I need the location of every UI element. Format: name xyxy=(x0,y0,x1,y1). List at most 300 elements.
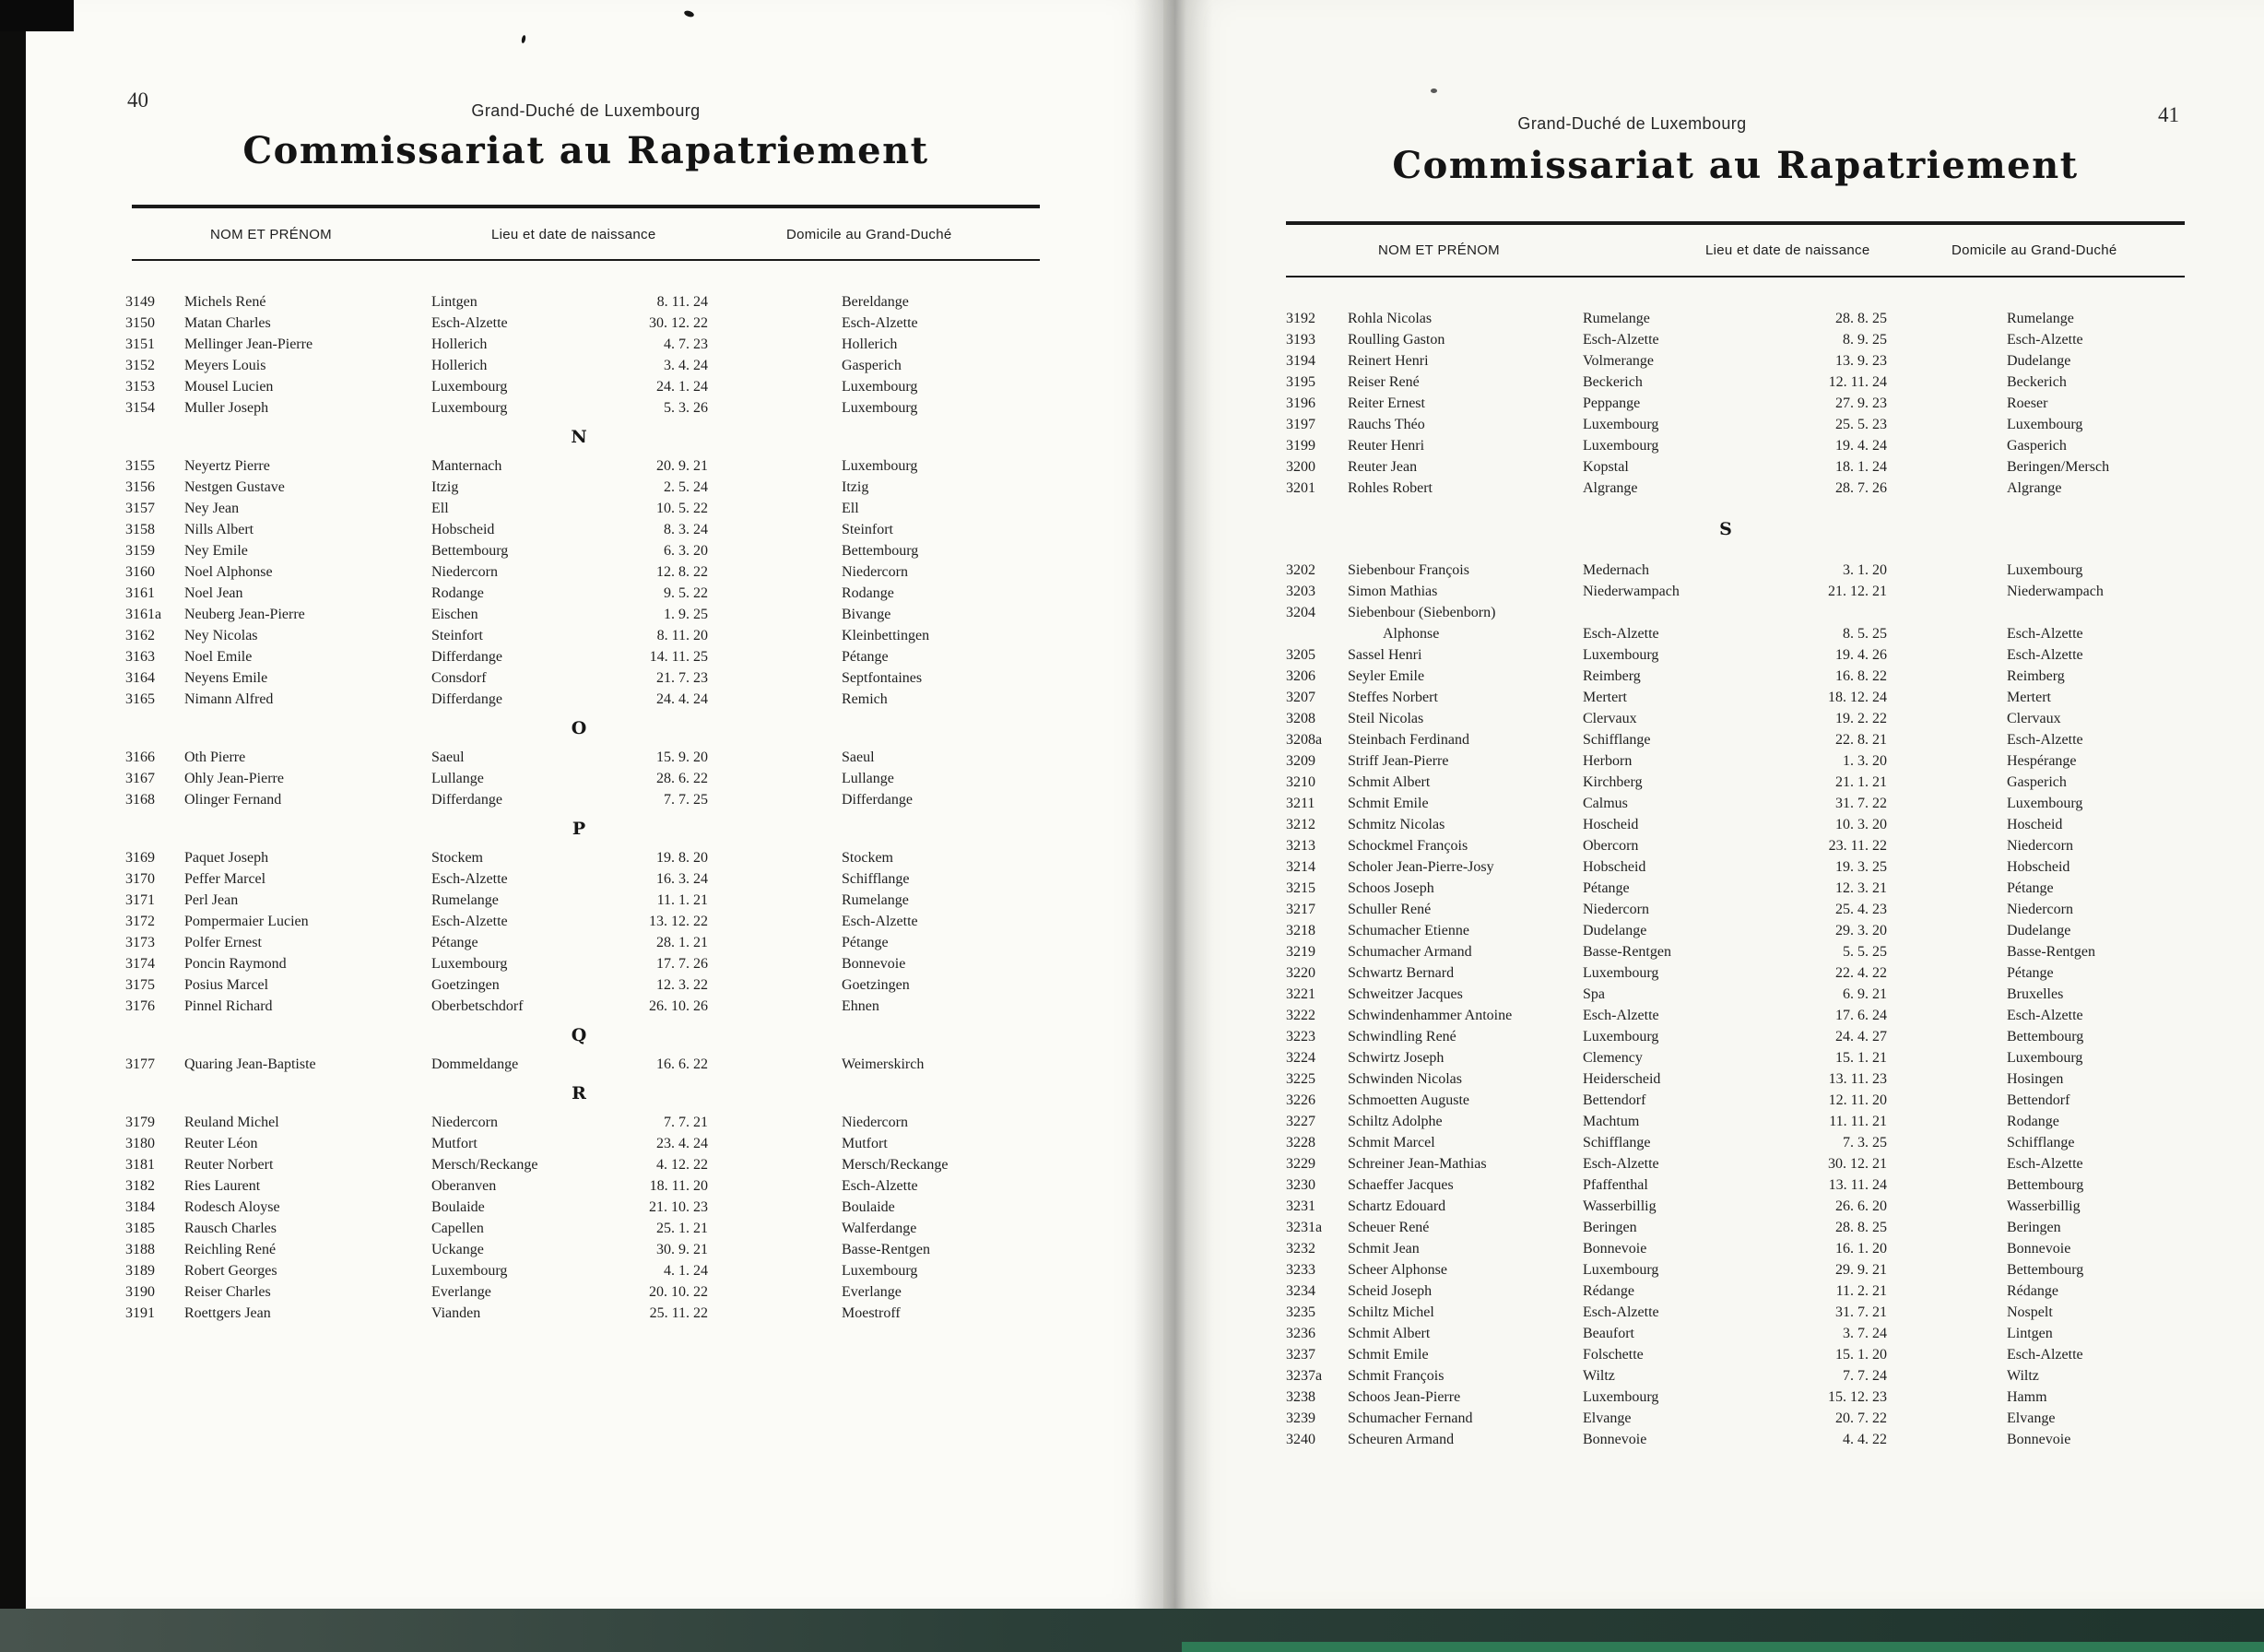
entry-id: 3231a xyxy=(1286,1220,1323,1235)
entry-name: Steffes Norbert xyxy=(1348,690,1438,705)
entry-birthdate: 25. 1. 21 xyxy=(656,1221,708,1236)
entry-domicile: Mutfort xyxy=(842,1136,888,1151)
entry-birthplace: Luxembourg xyxy=(431,400,508,416)
entry-id: 3206 xyxy=(1286,668,1315,684)
entry-id: 3165 xyxy=(125,691,155,707)
entry-name: Meyers Louis xyxy=(184,358,266,373)
entry-id: 3185 xyxy=(125,1221,155,1236)
entry-birthplace: Folschette xyxy=(1583,1347,1644,1363)
section-letter: N xyxy=(571,427,587,447)
entry-name: Schoos Joseph xyxy=(1348,880,1434,896)
entry-domicile: Septfontaines xyxy=(842,670,923,686)
entry-id: 3201 xyxy=(1286,480,1315,496)
entry-birthdate: 22. 8. 21 xyxy=(1835,732,1887,748)
entry-domicile: Bivange xyxy=(842,607,891,622)
table-row xyxy=(1163,1174,2264,1196)
entry-id: 3213 xyxy=(1286,838,1315,854)
table-row xyxy=(1163,835,2264,856)
entry-birthdate: 7. 7. 21 xyxy=(664,1115,708,1130)
entry-birthdate: 7. 7. 25 xyxy=(664,792,708,808)
entry-id: 3175 xyxy=(125,977,155,993)
entry-domicile: Bonnevoie xyxy=(2007,1432,2071,1447)
entry-id: 3162 xyxy=(125,628,155,643)
entry-domicile: Beringen/Mersch xyxy=(2007,459,2110,475)
entry-birthdate: 27. 9. 23 xyxy=(1835,395,1887,411)
entry-domicile: Schifflange xyxy=(2007,1135,2075,1150)
country-header: Grand-Duché de Luxembourg xyxy=(471,101,701,120)
entry-name: Scheid Joseph xyxy=(1348,1283,1433,1299)
entry-birthdate: 8. 11. 24 xyxy=(656,294,708,310)
entry-domicile: Bettembourg xyxy=(2007,1177,2084,1193)
entry-birthplace: Capellen xyxy=(431,1221,484,1236)
entry-id: 3153 xyxy=(125,379,155,395)
table-row xyxy=(26,953,1163,974)
entry-birthplace: Vianden xyxy=(431,1305,481,1321)
entry-name: Schockmel François xyxy=(1348,838,1468,854)
entry-birthplace: Beckerich xyxy=(1583,374,1643,390)
entry-birthdate: 16. 8. 22 xyxy=(1835,668,1887,684)
entry-domicile: Luxembourg xyxy=(2007,796,2083,811)
entry-domicile: Stockem xyxy=(842,850,893,866)
entry-id: 3170 xyxy=(125,871,155,887)
entry-birthdate: 24. 1. 24 xyxy=(656,379,708,395)
entry-birthplace: Lullange xyxy=(431,771,484,786)
entry-domicile: Algrange xyxy=(2007,480,2062,496)
entry-id: 3159 xyxy=(125,543,155,559)
entry-domicile: Esch-Alzette xyxy=(842,914,918,929)
entry-name: Ney Jean xyxy=(184,501,240,516)
table-row xyxy=(26,1197,1163,1218)
entry-birthdate: 5. 3. 26 xyxy=(664,400,708,416)
column-header-name: NOM ET PRÉNOM xyxy=(210,227,332,242)
entry-birthdate: 4. 7. 23 xyxy=(664,336,708,352)
table-row xyxy=(1163,984,2264,1005)
entry-birthplace: Beaufort xyxy=(1583,1326,1634,1341)
entry-id: 3173 xyxy=(125,935,155,950)
entry-id: 3199 xyxy=(1286,438,1315,454)
table-row xyxy=(1163,350,2264,372)
table-row xyxy=(1163,750,2264,772)
entry-id: 3207 xyxy=(1286,690,1315,705)
entry-name: Reiser René xyxy=(1348,374,1420,390)
entry-birthplace: Kopstal xyxy=(1583,459,1629,475)
entry-birthplace: Bettendorf xyxy=(1583,1092,1646,1108)
entry-birthdate: 29. 9. 21 xyxy=(1835,1262,1887,1278)
entry-birthplace: Stockem xyxy=(431,850,483,866)
entry-name: Noel Jean xyxy=(184,585,243,601)
entry-birthplace: Niederwampach xyxy=(1583,584,1680,599)
entry-domicile: Ell xyxy=(842,501,859,516)
entry-birthdate: 1. 3. 20 xyxy=(1843,753,1887,769)
entry-birthdate: 23. 11. 22 xyxy=(1828,838,1887,854)
table-row xyxy=(1163,1068,2264,1090)
entry-name: Mellinger Jean-Pierre xyxy=(184,336,313,352)
entry-birthplace: Kirchberg xyxy=(1583,774,1643,790)
entry-name: Quaring Jean-Baptiste xyxy=(184,1056,316,1072)
entry-birthdate: 12. 11. 24 xyxy=(1828,374,1887,390)
entry-birthdate: 31. 7. 21 xyxy=(1835,1304,1887,1320)
entry-birthplace: Esch-Alzette xyxy=(1583,626,1659,642)
entry-id: 3158 xyxy=(125,522,155,537)
entry-domicile: Esch-Alzette xyxy=(842,1178,918,1194)
table-row xyxy=(1163,878,2264,899)
entry-birthdate: 30. 12. 22 xyxy=(649,315,708,331)
entry-name: Rohles Robert xyxy=(1348,480,1433,496)
entry-name: Schumacher Fernand xyxy=(1348,1410,1473,1426)
entry-birthplace: Mertert xyxy=(1583,690,1627,705)
entry-id: 3217 xyxy=(1286,902,1315,917)
entry-name: Steil Nicolas xyxy=(1348,711,1424,726)
entry-birthdate: 14. 11. 25 xyxy=(649,649,708,665)
section-letter-row xyxy=(26,810,1163,847)
table-row xyxy=(26,313,1163,334)
table-row xyxy=(1163,581,2264,602)
entry-domicile: Wasserbillig xyxy=(2007,1198,2081,1214)
entry-domicile: Saeul xyxy=(842,749,875,765)
entry-domicile: Kleinbettingen xyxy=(842,628,930,643)
table-row xyxy=(1163,708,2264,729)
entry-birthplace: Hobscheid xyxy=(1583,859,1646,875)
entry-birthdate: 12. 3. 22 xyxy=(656,977,708,993)
entry-birthdate: 21. 7. 23 xyxy=(656,670,708,686)
entry-id: 3224 xyxy=(1286,1050,1315,1066)
entry-birthdate: 8. 11. 20 xyxy=(656,628,708,643)
entry-name: Peffer Marcel xyxy=(184,871,266,887)
entry-domicile: Rédange xyxy=(2007,1283,2058,1299)
table-row xyxy=(26,747,1163,768)
entry-id: 3227 xyxy=(1286,1114,1315,1129)
entry-birthdate: 8. 3. 24 xyxy=(664,522,708,537)
entry-birthdate: 21. 1. 21 xyxy=(1835,774,1887,790)
entry-name: Michels René xyxy=(184,294,266,310)
table-row xyxy=(26,477,1163,498)
entry-birthplace: Mersch/Reckange xyxy=(431,1157,538,1173)
entry-domicile: Ehnen xyxy=(842,998,879,1014)
entry-birthplace: Differdange xyxy=(431,792,502,808)
entry-birthdate: 7. 3. 25 xyxy=(1843,1135,1887,1150)
table-row xyxy=(1163,456,2264,478)
entry-birthplace: Wasserbillig xyxy=(1583,1198,1657,1214)
column-header-name: NOM ET PRÉNOM xyxy=(1378,242,1500,258)
entry-id: 3218 xyxy=(1286,923,1315,938)
entry-name: Sassel Henri xyxy=(1348,647,1422,663)
entry-name: Neyertz Pierre xyxy=(184,458,270,474)
entry-domicile: Boulaide xyxy=(842,1199,895,1215)
entry-name: Schmit Emile xyxy=(1348,796,1429,811)
entry-name: Rausch Charles xyxy=(184,1221,277,1236)
entry-birthplace: Niedercorn xyxy=(431,564,498,580)
entry-birthdate: 9. 5. 22 xyxy=(664,585,708,601)
entry-domicile: Everlange xyxy=(842,1284,902,1300)
table-row xyxy=(1163,644,2264,666)
entry-birthplace: Hollerich xyxy=(431,336,488,352)
entry-birthdate: 28. 1. 21 xyxy=(656,935,708,950)
entry-name: Schmit Marcel xyxy=(1348,1135,1435,1150)
entry-birthplace: Ell xyxy=(431,501,449,516)
entry-id: 3226 xyxy=(1286,1092,1315,1108)
table-row xyxy=(26,604,1163,625)
entry-name: Siebenbour (Siebenborn) xyxy=(1348,605,1496,620)
entry-birthdate: 20. 7. 22 xyxy=(1835,1410,1887,1426)
entry-birthdate: 11. 2. 21 xyxy=(1835,1283,1887,1299)
entry-birthdate: 10. 5. 22 xyxy=(656,501,708,516)
entry-domicile: Pétange xyxy=(2007,965,2054,981)
entry-birthplace: Beringen xyxy=(1583,1220,1637,1235)
entry-birthplace: Esch-Alzette xyxy=(1583,1008,1659,1023)
entry-id: 3180 xyxy=(125,1136,155,1151)
section-letter-row xyxy=(26,1075,1163,1112)
entry-birthdate: 13. 9. 23 xyxy=(1835,353,1887,369)
table-row xyxy=(1163,1196,2264,1217)
table-row xyxy=(26,1218,1163,1239)
entry-birthdate: 18. 1. 24 xyxy=(1835,459,1887,475)
entry-birthplace: Volmerange xyxy=(1583,353,1655,369)
country-header: Grand-Duché de Luxembourg xyxy=(1517,114,1747,133)
entry-name: Schiltz Michel xyxy=(1348,1304,1434,1320)
entry-name: Posius Marcel xyxy=(184,977,269,993)
entry-name: Reinert Henri xyxy=(1348,353,1429,369)
entry-name: Scheuren Armand xyxy=(1348,1432,1455,1447)
entry-birthdate: 25. 11. 22 xyxy=(649,1305,708,1321)
entry-birthplace: Pfaffenthal xyxy=(1583,1177,1648,1193)
document-title: Commissariat au Rapatriement xyxy=(242,129,929,172)
table-row xyxy=(26,1281,1163,1303)
entry-birthdate: 24. 4. 24 xyxy=(656,691,708,707)
table-row xyxy=(26,355,1163,376)
entry-birthplace: Mutfort xyxy=(431,1136,478,1151)
entry-domicile: Reimberg xyxy=(2007,668,2065,684)
entry-birthplace: Hollerich xyxy=(431,358,488,373)
entry-name: Schumacher Armand xyxy=(1348,944,1472,960)
entry-birthplace: Oberbetschdorf xyxy=(431,998,524,1014)
table-row xyxy=(1163,666,2264,687)
entry-birthdate: 13. 11. 23 xyxy=(1828,1071,1887,1087)
entry-domicile: Hespérange xyxy=(2007,753,2077,769)
entry-birthdate: 29. 3. 20 xyxy=(1835,923,1887,938)
entry-birthdate: 15. 9. 20 xyxy=(656,749,708,765)
entry-birthdate: 16. 3. 24 xyxy=(656,871,708,887)
section-letter-row xyxy=(26,710,1163,747)
entry-birthplace: Dudelange xyxy=(1583,923,1647,938)
entry-id: 3151 xyxy=(125,336,155,352)
entry-birthdate: 4. 1. 24 xyxy=(664,1263,708,1279)
entry-id: 3219 xyxy=(1286,944,1315,960)
entry-birthdate: 13. 11. 24 xyxy=(1828,1177,1887,1193)
entry-birthdate: 30. 9. 21 xyxy=(656,1242,708,1257)
entry-id: 3194 xyxy=(1286,353,1315,369)
entry-name: Roulling Gaston xyxy=(1348,332,1445,348)
entry-domicile: Differdange xyxy=(842,792,913,808)
entry-birthdate: 16. 1. 20 xyxy=(1835,1241,1887,1257)
entry-birthdate: 2. 5. 24 xyxy=(664,479,708,495)
entry-birthdate: 6. 3. 20 xyxy=(664,543,708,559)
entry-id: 3181 xyxy=(125,1157,155,1173)
entry-birthdate: 3. 7. 24 xyxy=(1843,1326,1887,1341)
entry-birthdate: 19. 8. 20 xyxy=(656,850,708,866)
entry-id: 3171 xyxy=(125,892,155,908)
entry-domicile: Bettembourg xyxy=(2007,1029,2084,1044)
entry-birthplace: Eischen xyxy=(431,607,478,622)
entry-birthdate: 28. 8. 25 xyxy=(1835,311,1887,326)
table-row xyxy=(26,789,1163,810)
entry-name: Reiter Ernest xyxy=(1348,395,1425,411)
entry-birthplace: Esch-Alzette xyxy=(1583,332,1659,348)
entry-id: 3152 xyxy=(125,358,155,373)
table-row xyxy=(1163,623,2264,644)
entry-name: Schumacher Etienne xyxy=(1348,923,1469,938)
table-row xyxy=(1163,772,2264,793)
entry-name: Scheer Alphonse xyxy=(1348,1262,1447,1278)
table-row xyxy=(26,768,1163,789)
table-row xyxy=(1163,1259,2264,1280)
entry-birthdate: 22. 4. 22 xyxy=(1835,965,1887,981)
entry-birthdate: 18. 12. 24 xyxy=(1828,690,1887,705)
table-row xyxy=(26,974,1163,996)
table-row xyxy=(1163,308,2264,329)
table-row xyxy=(1163,602,2264,623)
entry-birthdate: 19. 4. 26 xyxy=(1835,647,1887,663)
entry-birthplace: Peppange xyxy=(1583,395,1641,411)
entry-birthplace: Rodange xyxy=(431,585,484,601)
column-header-birth: Lieu et date de naissance xyxy=(491,227,656,242)
table-row xyxy=(26,996,1163,1017)
table-row xyxy=(26,291,1163,313)
entry-birthplace: Luxembourg xyxy=(431,1263,508,1279)
entry-domicile: Hamm xyxy=(2007,1389,2047,1405)
entry-id: 3191 xyxy=(125,1305,155,1321)
entry-birthdate: 6. 9. 21 xyxy=(1843,986,1887,1002)
entry-id: 3167 xyxy=(125,771,155,786)
scan-speck xyxy=(1431,88,1437,93)
section-letter: R xyxy=(572,1083,586,1103)
entry-domicile: Gasperich xyxy=(2007,438,2067,454)
entry-name: Mousel Lucien xyxy=(184,379,274,395)
entry-domicile: Mersch/Reckange xyxy=(842,1157,949,1173)
entry-domicile: Bonnevoie xyxy=(2007,1241,2071,1257)
entry-name: Nimann Alfred xyxy=(184,691,274,707)
entry-birthplace: Oberanven xyxy=(431,1178,497,1194)
entry-name: Polfer Ernest xyxy=(184,935,262,950)
entry-domicile: Hollerich xyxy=(842,336,898,352)
table-row xyxy=(1163,1365,2264,1386)
entry-birthdate: 28. 6. 22 xyxy=(656,771,708,786)
entry-id: 3196 xyxy=(1286,395,1315,411)
entry-birthplace: Goetzingen xyxy=(431,977,500,993)
table-row xyxy=(26,583,1163,604)
entry-name: Rauchs Théo xyxy=(1348,417,1425,432)
entry-domicile: Dudelange xyxy=(2007,353,2071,369)
table-row xyxy=(26,868,1163,890)
table-row xyxy=(1163,329,2264,350)
entry-birthplace: Consdorf xyxy=(431,670,487,686)
table-row xyxy=(26,1154,1163,1175)
page-gutter-shadow xyxy=(1134,0,1213,1609)
table-row xyxy=(1163,1132,2264,1153)
table-row xyxy=(1163,435,2264,456)
entry-id: 3154 xyxy=(125,400,155,416)
entry-id: 3237a xyxy=(1286,1368,1323,1384)
entry-domicile: Nospelt xyxy=(2007,1304,2053,1320)
entry-birthplace: Niedercorn xyxy=(1583,902,1649,917)
entry-birthdate: 12. 11. 20 xyxy=(1828,1092,1887,1108)
entry-domicile: Niedercorn xyxy=(842,564,908,580)
page-number: 40 xyxy=(127,88,148,112)
table-row xyxy=(26,1303,1163,1324)
entry-birthplace: Basse-Rentgen xyxy=(1583,944,1671,960)
entry-domicile: Niedercorn xyxy=(842,1115,908,1130)
table-row xyxy=(26,932,1163,953)
entry-domicile: Schifflange xyxy=(842,871,910,887)
entry-name: Alphonse xyxy=(1383,626,1440,642)
entry-birthdate: 20. 9. 21 xyxy=(656,458,708,474)
section-letter-row xyxy=(26,419,1163,455)
table-row xyxy=(1163,729,2264,750)
table-row xyxy=(1163,814,2264,835)
entry-id: 3160 xyxy=(125,564,155,580)
table-row xyxy=(1163,560,2264,581)
table-row xyxy=(1163,1323,2264,1344)
entry-birthdate: 25. 4. 23 xyxy=(1835,902,1887,917)
entry-domicile: Rumelange xyxy=(842,892,909,908)
entry-birthplace: Boulaide xyxy=(431,1199,485,1215)
table-row xyxy=(1163,393,2264,414)
entry-domicile: Bonnevoie xyxy=(842,956,906,972)
entry-birthdate: 20. 10. 22 xyxy=(649,1284,708,1300)
entry-id: 3149 xyxy=(125,294,155,310)
table-row xyxy=(26,561,1163,583)
entry-domicile: Hosingen xyxy=(2007,1071,2064,1087)
entry-id: 3208 xyxy=(1286,711,1315,726)
entry-name: Oth Pierre xyxy=(184,749,246,765)
entry-domicile: Esch-Alzette xyxy=(2007,732,2083,748)
entry-domicile: Bruxelles xyxy=(2007,986,2064,1002)
entry-birthplace: Hoscheid xyxy=(1583,817,1639,832)
table-row xyxy=(26,847,1163,868)
entry-domicile: Luxembourg xyxy=(842,379,918,395)
entry-id: 3220 xyxy=(1286,965,1315,981)
entry-birthplace: Luxembourg xyxy=(431,956,508,972)
entry-birthplace: Esch-Alzette xyxy=(431,914,508,929)
entry-birthplace: Lintgen xyxy=(431,294,478,310)
entry-birthplace: Differdange xyxy=(431,649,502,665)
table-row xyxy=(26,625,1163,646)
entry-name: Ney Nicolas xyxy=(184,628,258,643)
entry-id: 3239 xyxy=(1286,1410,1315,1426)
entry-id: 3163 xyxy=(125,649,155,665)
entry-birthplace: Clemency xyxy=(1583,1050,1643,1066)
entry-birthdate: 7. 7. 24 xyxy=(1843,1368,1887,1384)
entry-domicile: Weimerskirch xyxy=(842,1056,925,1072)
entry-name: Schmit François xyxy=(1348,1368,1444,1384)
section-letter: P xyxy=(572,819,586,839)
scan-edge-strip xyxy=(0,0,26,1609)
entry-domicile: Esch-Alzette xyxy=(2007,626,2083,642)
table-row xyxy=(1163,1111,2264,1132)
entry-domicile: Walferdange xyxy=(842,1221,917,1236)
entry-id: 3193 xyxy=(1286,332,1315,348)
page-41 xyxy=(1163,0,2264,1609)
entry-birthdate: 28. 7. 26 xyxy=(1835,480,1887,496)
entry-domicile: Niedercorn xyxy=(2007,838,2073,854)
table-row xyxy=(26,646,1163,667)
table-row xyxy=(1163,1344,2264,1365)
entry-name: Noel Emile xyxy=(184,649,253,665)
entry-name: Schmit Jean xyxy=(1348,1241,1420,1257)
header-rule-thick xyxy=(1286,221,2185,225)
entry-domicile: Lintgen xyxy=(2007,1326,2053,1341)
table-row xyxy=(26,376,1163,397)
entry-name: Schwartz Bernard xyxy=(1348,965,1455,981)
